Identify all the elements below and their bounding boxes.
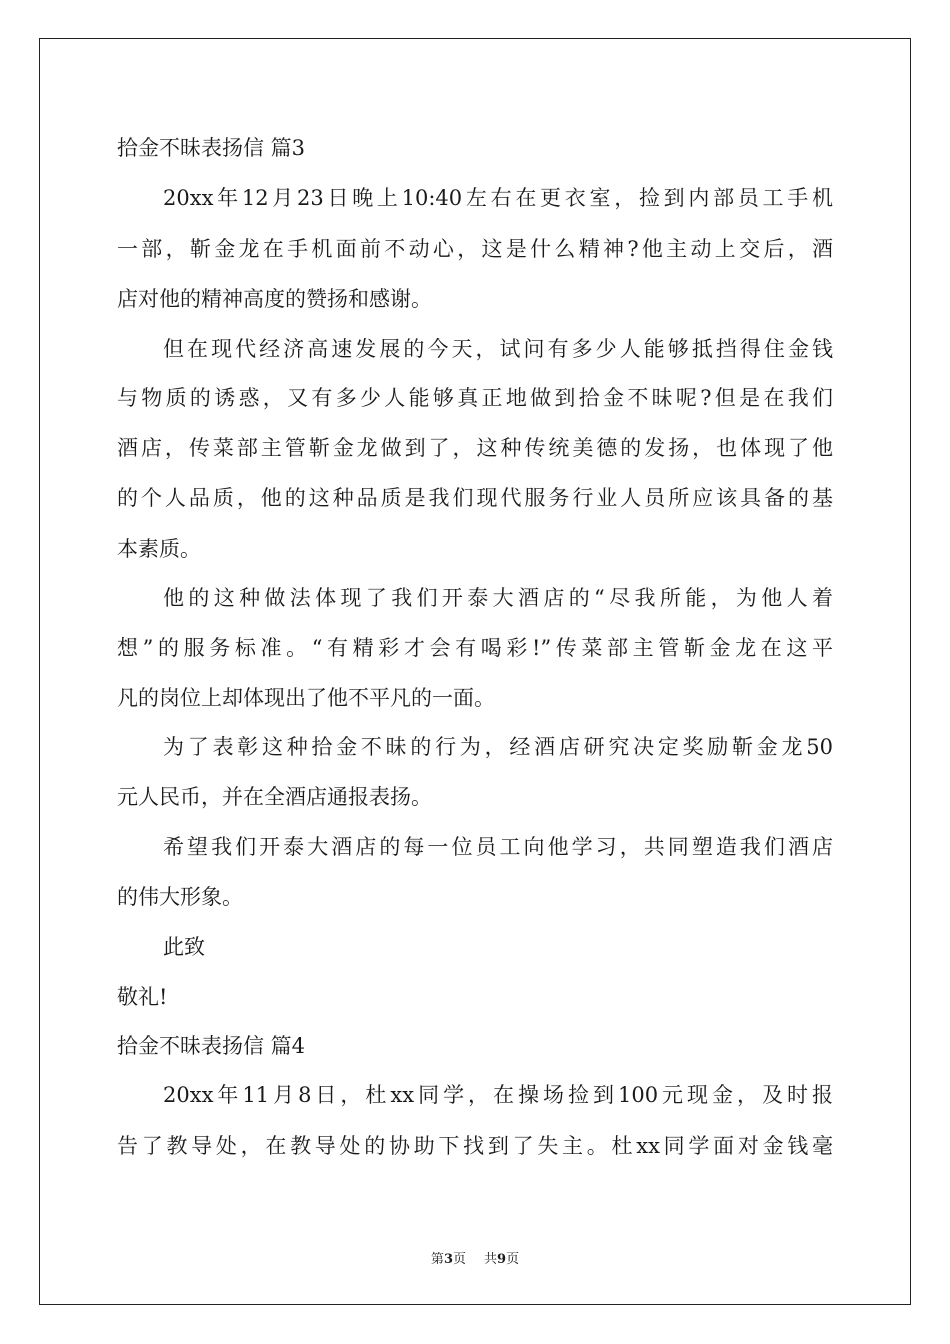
paragraph-line: 凡的岗位上却体现出了他不平凡的一面。 [117, 686, 495, 710]
total-suffix: 页 [506, 1252, 520, 1267]
paragraph-line: 想”的服务标准。“有精彩才会有喝彩!”传菜部主管靳金龙在这平 [117, 636, 833, 660]
paragraph-line: 希望我们开泰大酒店的每一位员工向他学习，共同塑造我们酒店 [163, 835, 833, 859]
paragraph-line: 本素质。 [117, 537, 201, 561]
total-prefix: 共 [484, 1252, 498, 1267]
closing-salutation: 此致 [163, 935, 205, 959]
paragraph-line: 告了教导处，在教导处的协助下找到了失主。杜xx同学面对金钱毫 [117, 1134, 833, 1158]
paragraph-line: 但在现代经济高速发展的今天，试问有多少人能够抵挡得住金钱 [163, 337, 833, 361]
paragraph-line: 他的这种做法体现了我们开泰大酒店的“尽我所能，为他人着 [163, 586, 833, 610]
paragraph-line: 与物质的诱惑，又有多少人能够真正地做到拾金不昧呢?但是在我们 [117, 386, 833, 410]
paragraph-line: 的个人品质，他的这种品质是我们现代服务行业人员所应该具备的基 [117, 486, 833, 510]
paragraph-line: 20xx年12月23日晚上10:40左右在更衣室，捡到内部员工手机 [163, 186, 833, 210]
page-number: 3 [443, 1252, 453, 1267]
page-suffix: 页 [452, 1252, 466, 1267]
total-pages: 9 [497, 1252, 507, 1267]
paragraph-line: 元人民币，并在全酒店通报表扬。 [117, 785, 432, 809]
page-footer [0, 1248, 950, 1267]
paragraph-line: 的伟大形象。 [117, 885, 243, 909]
paragraph-line: 为了表彰这种拾金不昧的行为，经酒店研究决定奖励靳金龙50 [163, 735, 833, 759]
paragraph-line: 20xx年11月8日，杜xx同学，在操场捡到100元现金，及时报 [163, 1083, 833, 1107]
section-heading: 拾金不昧表扬信 篇4 [117, 1034, 306, 1058]
paragraph-line: 酒店，传菜部主管靳金龙做到了，这种传统美德的发扬，也体现了他 [117, 436, 833, 460]
section-heading: 拾金不昧表扬信 篇3 [117, 136, 306, 160]
page-frame [39, 38, 911, 1305]
closing-regards: 敬礼! [117, 985, 168, 1009]
page-prefix: 第 [430, 1252, 444, 1267]
paragraph-line: 店对他的精神高度的赞扬和感谢。 [117, 287, 432, 311]
paragraph-line: 一部，靳金龙在手机面前不动心，这是什么精神?他主动上交后，酒 [117, 237, 833, 261]
